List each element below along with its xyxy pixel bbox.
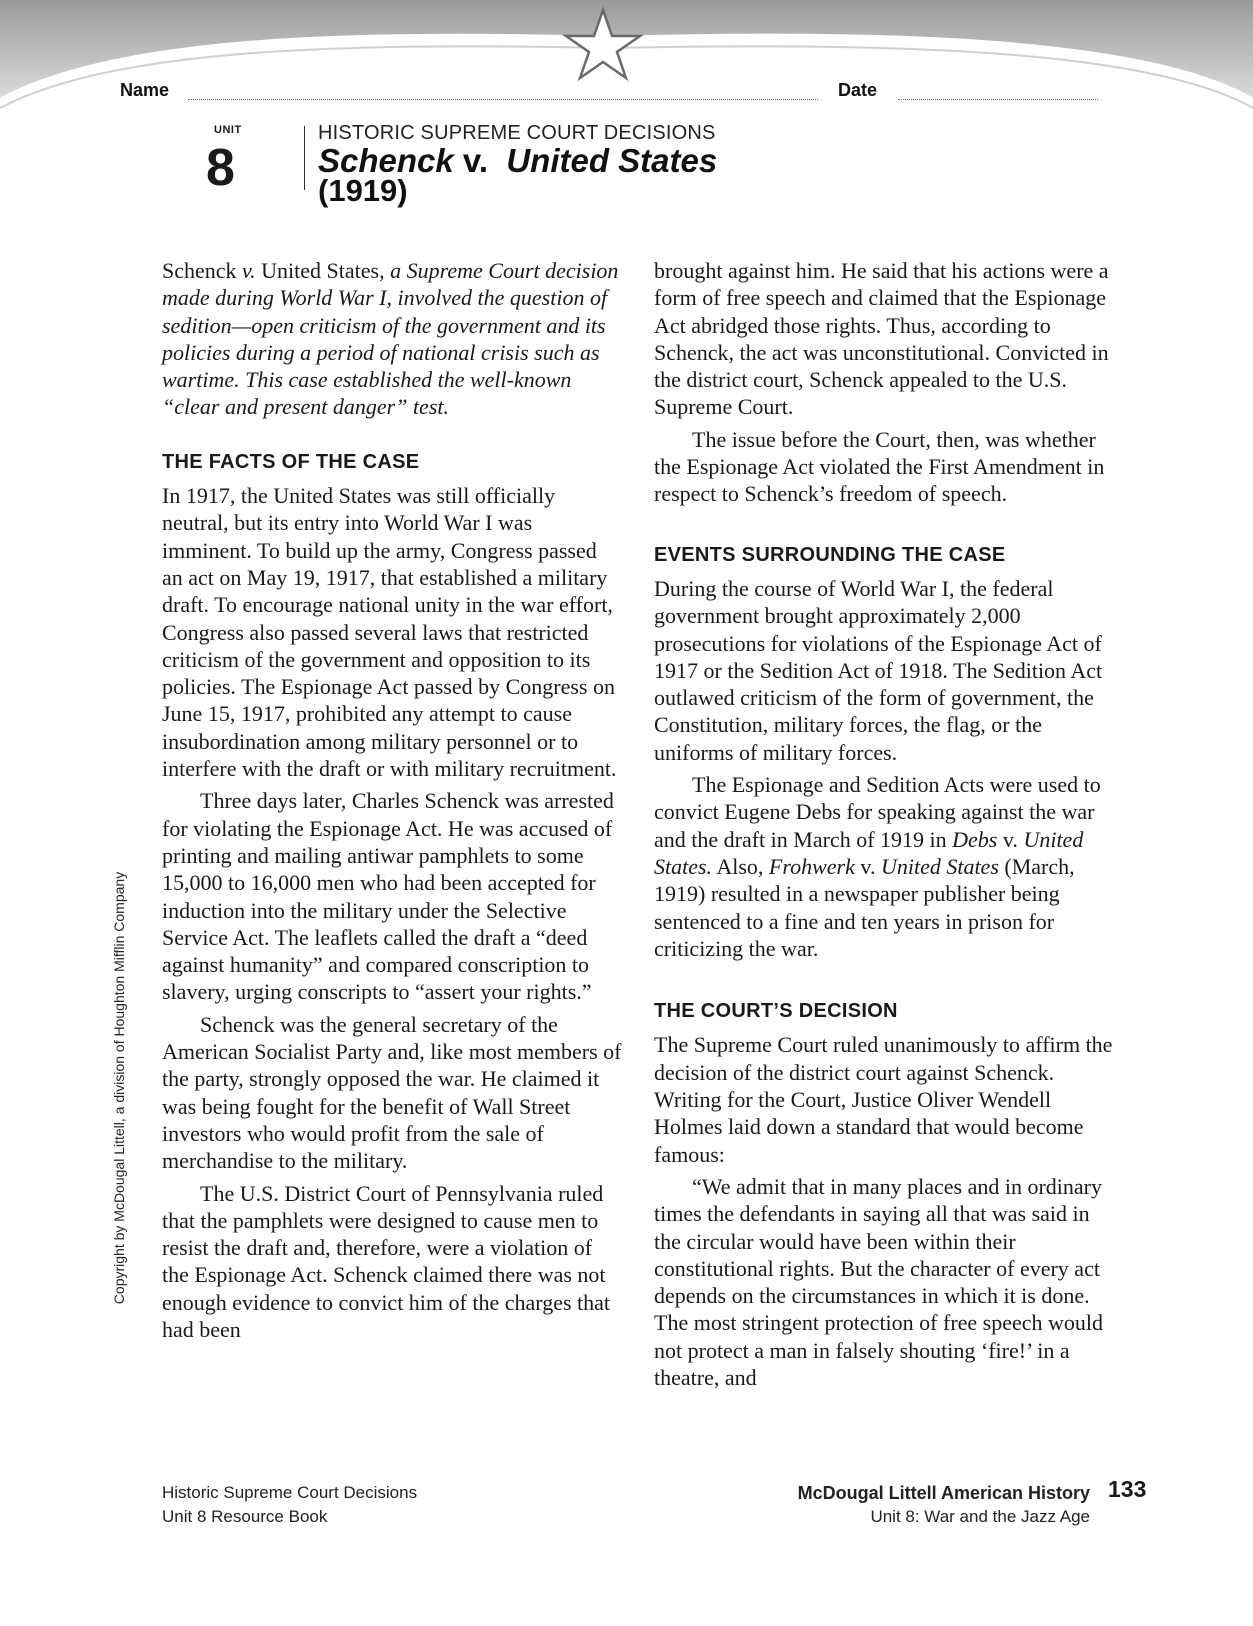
title-divider — [304, 126, 305, 190]
facts-paragraph-1: In 1917, the United States was still officially neutral, but its entry into World War I was imminent. To build up the army, Congress passed an act on May 19, 1917, that established a military draft. To encourage national unity in the war effort, Congress also passed several laws that restricted criticism of the government and opposition to its policies. The Espionage Act passed by Congress on June 15, 1917, prohibited any attempt to cause insubordination among military personnel or to interfere with the draft or with military recruitment. — [162, 483, 617, 782]
name-field[interactable] — [188, 99, 818, 100]
right-column — [654, 257, 1114, 1391]
events-paragraph-2: The Espionage and Sedition Acts were used to convict Eugene Debs for speaking against the war and the draft in March of 1919 in Debs v. United States. Also, Frohwerk v. United States (March, 1919) resulted in a newspaper publisher being sentenced to a fine and ten years in prison for criticizing the war. — [654, 772, 1101, 961]
footer-book-title: Historic Supreme Court Decisions — [162, 1483, 418, 1502]
case-title — [318, 142, 718, 208]
footer-unit: Unit 8: War and the Jazz Age — [870, 1507, 1090, 1526]
events-heading: EVENTS SURROUNDING THE CASE — [654, 543, 1006, 566]
left-column — [162, 257, 622, 1343]
facts-paragraph-5: The issue before the Court, then, was whether the Espionage Act violated the First Amendment in respect to Schenck’s freedom of speech. — [654, 426, 1105, 507]
decision-paragraph-1: The Supreme Court ruled unanimously to affirm the decision of the district court against Schenck. Writing for the Court, Justice Oliver Wendell Holmes laid down a standard that would become famous: — [654, 1032, 1113, 1167]
date-label: Date — [838, 80, 878, 100]
page-number: 133 — [1108, 1476, 1147, 1502]
facts-paragraph-2: Three days later, Charles Schenck was arrested for violating the Espionage Act. He was accused of printing and mailing antiwar pamphlets to some 15,000 to 16,000 men who had been accepted for induction into the military under the Selective Service Act. The leaflets called the draft a “deed against humanity” and compared conscription to slavery, urging conscripts to “assert your rights.” — [162, 788, 614, 1005]
case-title-year: (1919) — [318, 173, 408, 208]
footer-resource: Unit 8 Resource Book — [162, 1507, 328, 1526]
footer-left — [162, 1481, 417, 1529]
facts-paragraph-4-continued: brought against him. He said that his actions were a form of free speech and claimed that the Espionage Act abridged those rights. Thus, according to Schenck, the act was unconstitutional. Convicted in the district court, Schenck appealed to the U.S. Supreme Court. — [654, 258, 1109, 420]
name-label: Name — [120, 80, 170, 100]
unit-label: UNIT — [214, 124, 242, 136]
decision-heading: THE COURT’S DECISION — [654, 1000, 898, 1023]
series-title: HISTORIC SUPREME COURT DECISIONS — [318, 122, 716, 144]
case-title-defendant: United States — [506, 142, 718, 179]
case-title-plaintiff: Schenck — [318, 142, 454, 179]
footer-brand: McDougal Littell American History — [797, 1483, 1090, 1503]
copyright-notice: Copyright by McDougal Littell, a division of Houghton Mifflin Company — [111, 871, 127, 1305]
header-banner — [0, 0, 1253, 120]
facts-paragraph-4: The U.S. District Court of Pennsylvania ruled that the pamphlets were designed to cause men to resist the draft and, therefore, were a violation of the Espionage Act. Schenck claimed there was not enough evidence to convict him of the charges that had been — [162, 1180, 611, 1342]
footer-right — [798, 1481, 1090, 1529]
events-paragraph-1: During the course of World War I, the federal government brought approximately 2,000 prosecutions for violations of the Espionage Act of 1917 or the Sedition Act of 1918. The Sedition Act outlawed criticism of the form of government, the Constitution, military forces, the flag, or the uniforms of military forces. — [654, 575, 1103, 765]
decision-paragraph-2: “We admit that in many places and in ordinary times the defendants in saying all that was said in the circular would have been within their constitutional rights. But the character of every act depends on the circumstances in which it is done. The most stringent protection of free speech would not protect a man in falsely shouting ‘fire!’ in a theatre, and — [654, 1173, 1104, 1390]
intro-paragraph: Schenck v. United States, a Supreme Court decision made during World War I, involved the question of sedition—open criticism of the government and its policies during a period of national crisis such as wartime. This case established the well-known “clear and present danger” test. — [162, 258, 619, 420]
date-field[interactable] — [898, 99, 1098, 100]
facts-heading: THE FACTS OF THE CASE — [162, 450, 420, 473]
case-title-versus: v. — [462, 142, 488, 179]
unit-number: 8 — [206, 139, 235, 197]
facts-paragraph-3: Schenck was the general secretary of the American Socialist Party and, like most members of the party, strongly opposed the war. He claimed it was being fought for the benefit of Wall Street investors who would profit from the sale of merchandise to the military. — [162, 1011, 622, 1174]
